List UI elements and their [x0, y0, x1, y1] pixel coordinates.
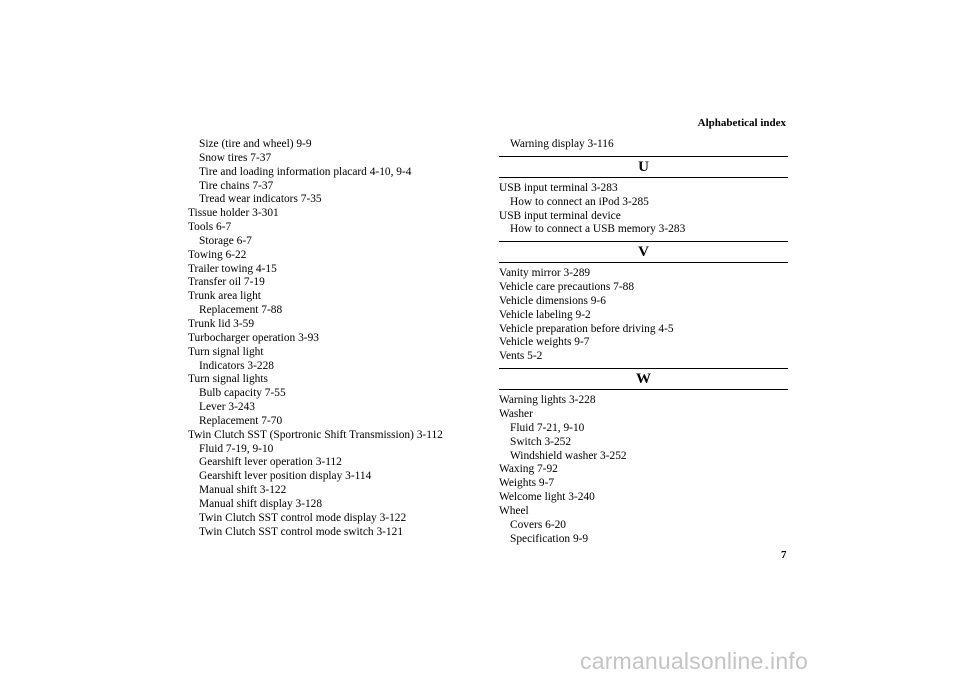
- index-subentry: Specification 9-9: [510, 532, 589, 545]
- index-subentry: Manual shift display 3-128: [199, 497, 323, 510]
- index-entry: Vehicle dimensions 9-6: [499, 294, 606, 307]
- watermark-text: carmanualsonline.info: [580, 648, 808, 674]
- index-entry: Trunk area light: [188, 290, 261, 303]
- index-entry: Twin Clutch SST (Sportronic Shift Transmission) 3-112: [188, 428, 443, 441]
- index-subentry: Switch 3-252: [510, 435, 572, 448]
- index-column-right: [499, 138, 788, 546]
- index-subentry: Tire and loading information placard 4-10, 9-4: [199, 165, 412, 178]
- index-subentry: Manual shift 3-122: [199, 484, 287, 497]
- page-number: 7: [781, 549, 787, 561]
- index-entry: Welcome light 3-240: [499, 491, 595, 504]
- section-letter-v: V: [499, 241, 788, 263]
- index-column-left: [188, 138, 488, 539]
- index-subentry: Fluid 7-19, 9-10: [199, 442, 274, 455]
- index-subentry: Fluid 7-21, 9-10: [510, 421, 585, 434]
- index-subentry: Tire chains 7-37: [199, 179, 274, 192]
- index-entry: USB input terminal 3-283: [499, 181, 618, 194]
- index-subentry: Bulb capacity 7-55: [199, 387, 286, 400]
- index-subentry: Tread wear indicators 7-35: [199, 193, 322, 206]
- index-subentry: Twin Clutch SST control mode switch 3-121: [199, 525, 404, 538]
- section-letter-u: U: [499, 156, 788, 178]
- index-subentry: Indicators 3-228: [199, 359, 274, 372]
- index-subentry: Covers 6-20: [510, 518, 566, 531]
- index-entry: USB input terminal device: [499, 209, 621, 222]
- index-entry: Tools 6-7: [188, 221, 232, 234]
- index-subentry: Twin Clutch SST control mode display 3-122: [199, 511, 407, 524]
- index-subentry: Snow tires 7-37: [199, 151, 272, 164]
- index-entry: Waxing 7-92: [499, 463, 558, 476]
- index-subentry: Gearshift lever operation 3-112: [199, 456, 342, 469]
- index-subentry: Windshield washer 3-252: [510, 449, 627, 462]
- index-entry: Vehicle labeling 9-2: [499, 308, 591, 321]
- index-subentry: Storage 6-7: [199, 234, 252, 247]
- index-entry: Tissue holder 3-301: [188, 207, 279, 220]
- index-subentry: How to connect an iPod 3-285: [510, 195, 649, 208]
- index-entry: Weights 9-7: [499, 477, 555, 490]
- index-subentry: Lever 3-243: [199, 401, 255, 414]
- index-entry: Trunk lid 3-59: [188, 317, 255, 330]
- index-entry: Vehicle preparation before driving 4-5: [499, 322, 674, 335]
- index-entry: Trailer towing 4-15: [188, 262, 277, 275]
- index-entry: Turbocharger operation 3-93: [188, 331, 319, 344]
- index-subentry: How to connect a USB memory 3-283: [510, 223, 686, 236]
- index-entry: Turn signal light: [188, 345, 264, 358]
- index-subentry: Replacement 7-88: [199, 304, 283, 317]
- index-entry: Towing 6-22: [188, 248, 247, 261]
- section-letter-w: W: [499, 368, 788, 390]
- index-subentry: Warning display 3-116: [510, 138, 614, 150]
- index-subentry: Gearshift lever position display 3-114: [199, 470, 372, 483]
- index-entry: Vanity mirror 3-289: [499, 267, 591, 280]
- index-entry: Vents 5-2: [499, 350, 543, 363]
- index-entry: Warning lights 3-228: [499, 394, 596, 407]
- index-subentry: Size (tire and wheel) 9-9: [199, 138, 312, 150]
- index-entry: Turn signal lights: [188, 373, 268, 386]
- page-header-title: Alphabetical index: [697, 117, 786, 129]
- index-entry: Washer: [499, 407, 533, 420]
- index-subentry: Replacement 7-70: [199, 414, 283, 427]
- index-entry: Vehicle care precautions 7-88: [499, 281, 635, 294]
- index-entry: Transfer oil 7-19: [188, 276, 265, 289]
- index-entry: Vehicle weights 9-7: [499, 336, 590, 349]
- index-entry: Wheel: [499, 504, 529, 517]
